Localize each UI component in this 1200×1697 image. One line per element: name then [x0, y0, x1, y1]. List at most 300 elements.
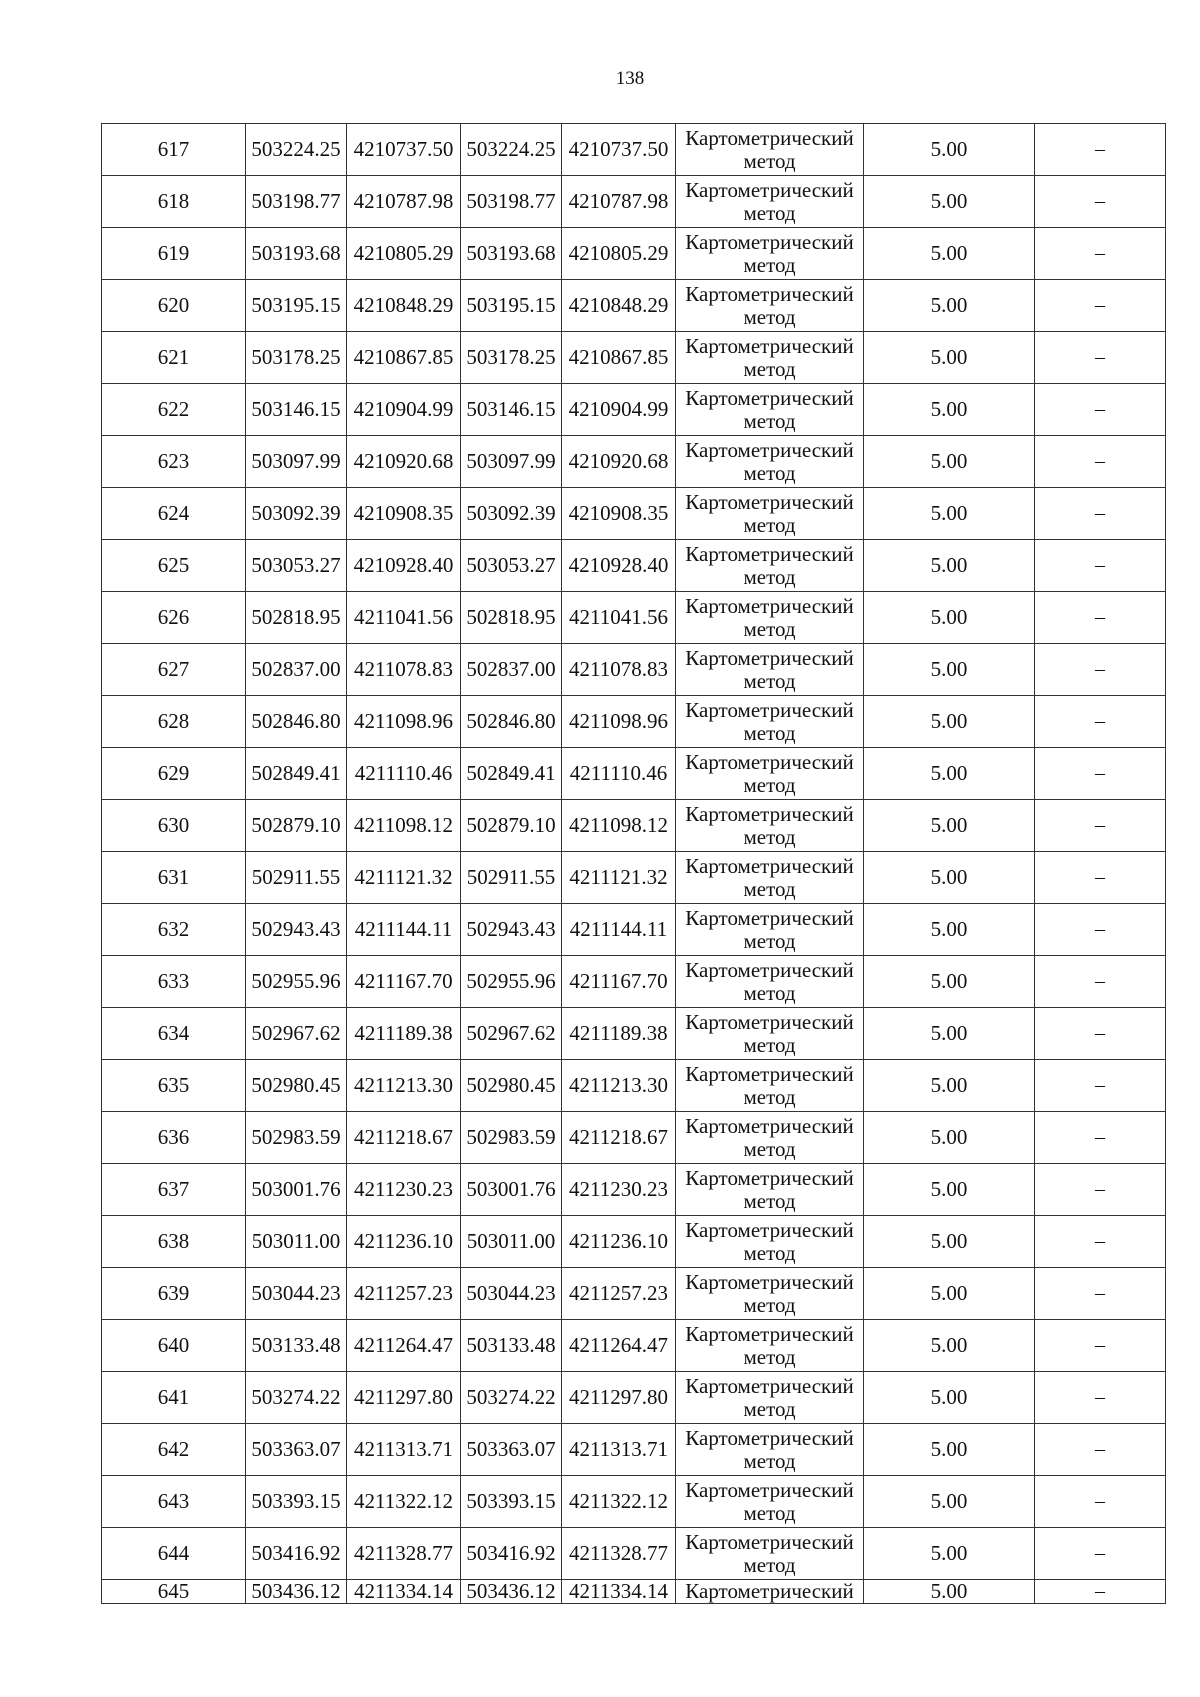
y-new-cell: 4211167.70: [562, 956, 676, 1008]
x-existing-cell: 502849.41: [246, 748, 347, 800]
y-new-cell: 4210805.29: [562, 228, 676, 280]
accuracy-cell: 5.00: [864, 1372, 1035, 1424]
y-existing-cell: 4210737.50: [347, 124, 461, 176]
y-existing-cell: 4211098.12: [347, 800, 461, 852]
y-existing-cell: 4211218.67: [347, 1112, 461, 1164]
accuracy-cell: 5.00: [864, 384, 1035, 436]
method-cell: [676, 332, 864, 384]
method-cell: [676, 956, 864, 1008]
point-number-cell: 617: [102, 124, 246, 176]
method-cell: [676, 696, 864, 748]
accuracy-cell: 5.00: [864, 488, 1035, 540]
method-line-1: Картометрический: [685, 229, 854, 254]
x-new-cell: 502837.00: [461, 644, 562, 696]
x-new-cell: 503092.39: [461, 488, 562, 540]
point-number-cell: 622: [102, 384, 246, 436]
x-new-cell: 503393.15: [461, 1476, 562, 1528]
x-new-cell: 503274.22: [461, 1372, 562, 1424]
method-line-2: метод: [743, 512, 796, 537]
method-line-2: метод: [743, 928, 796, 953]
y-existing-cell: 4211257.23: [347, 1268, 461, 1320]
y-existing-cell: 4210928.40: [347, 540, 461, 592]
note-cell: –: [1035, 1112, 1166, 1164]
method-line-2: метод: [743, 824, 796, 849]
y-existing-cell: 4210787.98: [347, 176, 461, 228]
accuracy-cell: 5.00: [864, 540, 1035, 592]
x-new-cell: 502846.80: [461, 696, 562, 748]
note-cell: –: [1035, 332, 1166, 384]
method-line-2: метод: [743, 1396, 796, 1421]
y-existing-cell: 4210848.29: [347, 280, 461, 332]
point-number-cell: 642: [102, 1424, 246, 1476]
point-number-cell: 634: [102, 1008, 246, 1060]
y-existing-cell: 4211167.70: [347, 956, 461, 1008]
method-cell: [676, 748, 864, 800]
y-existing-cell: 4210805.29: [347, 228, 461, 280]
method-line-1: Картометрический: [685, 1425, 854, 1450]
point-number-cell: 643: [102, 1476, 246, 1528]
accuracy-cell: 5.00: [864, 748, 1035, 800]
point-number-cell: 630: [102, 800, 246, 852]
table-row: [102, 592, 1166, 644]
table-row: [102, 1060, 1166, 1112]
method-line-1: Картометрический: [685, 1373, 854, 1398]
note-cell: –: [1035, 1320, 1166, 1372]
method-line-1: Картометрический: [685, 489, 854, 514]
table-row: [102, 228, 1166, 280]
y-existing-cell: 4211144.11: [347, 904, 461, 956]
x-existing-cell: 503133.48: [246, 1320, 347, 1372]
point-number-cell: 631: [102, 852, 246, 904]
page-number: 138: [615, 68, 645, 89]
method-line-1: Картометрический: [685, 281, 854, 306]
point-number-cell: 644: [102, 1528, 246, 1580]
x-new-cell: 502967.62: [461, 1008, 562, 1060]
y-existing-cell: 4211041.56: [347, 592, 461, 644]
method-line-1: Картометрический: [685, 801, 854, 826]
y-new-cell: 4211297.80: [562, 1372, 676, 1424]
table-row: [102, 904, 1166, 956]
method-line-2: метод: [743, 1136, 796, 1161]
table-row: [102, 488, 1166, 540]
table-row: [102, 956, 1166, 1008]
x-existing-cell: 502967.62: [246, 1008, 347, 1060]
y-existing-cell: 4210920.68: [347, 436, 461, 488]
method-line-1: Картометрический: [685, 1009, 854, 1034]
x-new-cell: 503097.99: [461, 436, 562, 488]
table-row: [102, 644, 1166, 696]
method-line-1: Картометрический: [685, 177, 854, 202]
method-cell: [676, 904, 864, 956]
y-new-cell: 4211144.11: [562, 904, 676, 956]
note-cell: –: [1035, 748, 1166, 800]
accuracy-cell: 5.00: [864, 1216, 1035, 1268]
y-existing-cell: 4211230.23: [347, 1164, 461, 1216]
accuracy-cell: 5.00: [864, 956, 1035, 1008]
method-cell: [676, 1164, 864, 1216]
point-number-cell: 624: [102, 488, 246, 540]
method-cell: [676, 644, 864, 696]
y-new-cell: 4211098.96: [562, 696, 676, 748]
method-cell: [676, 280, 864, 332]
accuracy-cell: 5.00: [864, 592, 1035, 644]
method-line-1: Картометрический: [685, 645, 854, 670]
accuracy-cell: 5.00: [864, 1580, 1035, 1604]
x-existing-cell: 503193.68: [246, 228, 347, 280]
method-line-1: Картометрический: [685, 957, 854, 982]
y-new-cell: 4211078.83: [562, 644, 676, 696]
point-number-cell: 645: [102, 1580, 246, 1604]
method-cell: [676, 800, 864, 852]
accuracy-cell: 5.00: [864, 1164, 1035, 1216]
x-existing-cell: 502837.00: [246, 644, 347, 696]
x-existing-cell: 502846.80: [246, 696, 347, 748]
table-row: [102, 1580, 1166, 1604]
table-row: [102, 436, 1166, 488]
x-existing-cell: 503097.99: [246, 436, 347, 488]
accuracy-cell: 5.00: [864, 1112, 1035, 1164]
note-cell: –: [1035, 1476, 1166, 1528]
note-cell: –: [1035, 696, 1166, 748]
y-existing-cell: 4210908.35: [347, 488, 461, 540]
x-new-cell: 503011.00: [461, 1216, 562, 1268]
accuracy-cell: 5.00: [864, 1268, 1035, 1320]
method-line-1: Картометрический: [685, 385, 854, 410]
x-existing-cell: 503001.76: [246, 1164, 347, 1216]
x-existing-cell: 502955.96: [246, 956, 347, 1008]
table-row: [102, 280, 1166, 332]
x-new-cell: 503224.25: [461, 124, 562, 176]
y-existing-cell: 4211236.10: [347, 1216, 461, 1268]
table-row: [102, 1528, 1166, 1580]
point-number-cell: 638: [102, 1216, 246, 1268]
method-line-2: метод: [743, 876, 796, 901]
table-row: [102, 852, 1166, 904]
accuracy-cell: 5.00: [864, 696, 1035, 748]
method-cell: [676, 1372, 864, 1424]
method-line-2: метод: [743, 460, 796, 485]
x-new-cell: 503146.15: [461, 384, 562, 436]
accuracy-cell: 5.00: [864, 176, 1035, 228]
x-existing-cell: 503224.25: [246, 124, 347, 176]
method-line-2: метод: [743, 980, 796, 1005]
method-line-2: метод: [743, 1448, 796, 1473]
accuracy-cell: 5.00: [864, 904, 1035, 956]
point-number-cell: 636: [102, 1112, 246, 1164]
x-existing-cell: 503195.15: [246, 280, 347, 332]
x-new-cell: 502983.59: [461, 1112, 562, 1164]
note-cell: –: [1035, 852, 1166, 904]
x-new-cell: 503053.27: [461, 540, 562, 592]
point-number-cell: 619: [102, 228, 246, 280]
accuracy-cell: 5.00: [864, 228, 1035, 280]
accuracy-cell: 5.00: [864, 800, 1035, 852]
method-line-1: Картометрический: [685, 125, 854, 150]
method-line-2: метод: [743, 356, 796, 381]
note-cell: –: [1035, 124, 1166, 176]
note-cell: –: [1035, 176, 1166, 228]
method-line-2: метод: [743, 1032, 796, 1057]
y-new-cell: 4211121.32: [562, 852, 676, 904]
note-cell: –: [1035, 1008, 1166, 1060]
point-number-cell: 626: [102, 592, 246, 644]
x-existing-cell: 502911.55: [246, 852, 347, 904]
note-cell: –: [1035, 1268, 1166, 1320]
note-cell: –: [1035, 1424, 1166, 1476]
x-new-cell: 502943.43: [461, 904, 562, 956]
point-number-cell: 635: [102, 1060, 246, 1112]
y-new-cell: 4211236.10: [562, 1216, 676, 1268]
method-line-1: Картометрический: [685, 1477, 854, 1502]
method-cell: [676, 1528, 864, 1580]
point-number-cell: 620: [102, 280, 246, 332]
method-line-2: метод: [743, 1240, 796, 1265]
y-new-cell: 4211110.46: [562, 748, 676, 800]
table-row: [102, 1008, 1166, 1060]
table-row: [102, 748, 1166, 800]
method-cell: [676, 488, 864, 540]
note-cell: –: [1035, 800, 1166, 852]
x-new-cell: 502879.10: [461, 800, 562, 852]
method-line-2: метод: [743, 1188, 796, 1213]
method-line-1: Картометрический: [685, 541, 854, 566]
method-cell: [676, 124, 864, 176]
y-new-cell: 4211098.12: [562, 800, 676, 852]
method-line-2: метод: [743, 772, 796, 797]
x-new-cell: 502849.41: [461, 748, 562, 800]
method-line-1: Картометрический: [685, 593, 854, 618]
accuracy-cell: 5.00: [864, 1528, 1035, 1580]
note-cell: –: [1035, 1216, 1166, 1268]
method-cell: [676, 1580, 864, 1604]
x-new-cell: 502955.96: [461, 956, 562, 1008]
point-number-cell: 627: [102, 644, 246, 696]
coordinates-table: [101, 123, 1166, 1604]
y-new-cell: 4211328.77: [562, 1528, 676, 1580]
method-cell: [676, 1008, 864, 1060]
x-new-cell: 502980.45: [461, 1060, 562, 1112]
y-new-cell: 4211264.47: [562, 1320, 676, 1372]
method-line-2: метод: [743, 564, 796, 589]
x-existing-cell: 503044.23: [246, 1268, 347, 1320]
method-line-2: метод: [743, 1344, 796, 1369]
note-cell: –: [1035, 956, 1166, 1008]
y-new-cell: 4211230.23: [562, 1164, 676, 1216]
point-number-cell: 639: [102, 1268, 246, 1320]
method-cell: [676, 436, 864, 488]
y-new-cell: 4210920.68: [562, 436, 676, 488]
y-existing-cell: 4211334.14: [347, 1580, 461, 1604]
note-cell: –: [1035, 1164, 1166, 1216]
y-existing-cell: 4211213.30: [347, 1060, 461, 1112]
method-cell: [676, 1060, 864, 1112]
method-cell: [676, 1424, 864, 1476]
note-cell: –: [1035, 1580, 1166, 1604]
note-cell: –: [1035, 1528, 1166, 1580]
point-number-cell: 629: [102, 748, 246, 800]
table-row: [102, 540, 1166, 592]
method-line-1: Картометрический: [685, 1579, 854, 1603]
note-cell: –: [1035, 488, 1166, 540]
method-cell: [676, 384, 864, 436]
y-new-cell: 4211213.30: [562, 1060, 676, 1112]
accuracy-cell: 5.00: [864, 436, 1035, 488]
x-new-cell: 503436.12: [461, 1580, 562, 1604]
table-row: [102, 1424, 1166, 1476]
method-line-2: метод: [743, 408, 796, 433]
x-existing-cell: 503274.22: [246, 1372, 347, 1424]
method-cell: [676, 852, 864, 904]
y-existing-cell: 4211322.12: [347, 1476, 461, 1528]
method-cell: [676, 1320, 864, 1372]
x-existing-cell: 503146.15: [246, 384, 347, 436]
method-line-2: метод: [743, 1084, 796, 1109]
y-new-cell: 4211334.14: [562, 1580, 676, 1604]
y-existing-cell: 4210904.99: [347, 384, 461, 436]
method-cell: [676, 1216, 864, 1268]
x-existing-cell: 502879.10: [246, 800, 347, 852]
method-line-2: метод: [743, 148, 796, 173]
x-new-cell: 503178.25: [461, 332, 562, 384]
accuracy-cell: 5.00: [864, 280, 1035, 332]
x-existing-cell: 502943.43: [246, 904, 347, 956]
method-line-1: Картометрический: [685, 1217, 854, 1242]
method-line-1: Картометрический: [685, 1061, 854, 1086]
point-number-cell: 633: [102, 956, 246, 1008]
table-row: [102, 1268, 1166, 1320]
table-row: [102, 1320, 1166, 1372]
y-new-cell: 4210928.40: [562, 540, 676, 592]
note-cell: –: [1035, 1060, 1166, 1112]
x-existing-cell: 502818.95: [246, 592, 347, 644]
y-new-cell: 4211322.12: [562, 1476, 676, 1528]
accuracy-cell: 5.00: [864, 1424, 1035, 1476]
note-cell: –: [1035, 592, 1166, 644]
table-row: [102, 124, 1166, 176]
y-new-cell: 4210904.99: [562, 384, 676, 436]
point-number-cell: 637: [102, 1164, 246, 1216]
x-new-cell: 503193.68: [461, 228, 562, 280]
method-line-1: Картометрический: [685, 1165, 854, 1190]
x-new-cell: 503044.23: [461, 1268, 562, 1320]
x-new-cell: 503133.48: [461, 1320, 562, 1372]
y-existing-cell: 4211313.71: [347, 1424, 461, 1476]
y-new-cell: 4210848.29: [562, 280, 676, 332]
y-existing-cell: 4211078.83: [347, 644, 461, 696]
point-number-cell: 628: [102, 696, 246, 748]
method-cell: [676, 228, 864, 280]
method-cell: [676, 1476, 864, 1528]
y-new-cell: 4210908.35: [562, 488, 676, 540]
table-row: [102, 176, 1166, 228]
method-line-1: Картометрический: [685, 1321, 854, 1346]
y-new-cell: 4210737.50: [562, 124, 676, 176]
accuracy-cell: 5.00: [864, 332, 1035, 384]
y-existing-cell: 4211110.46: [347, 748, 461, 800]
y-existing-cell: 4211189.38: [347, 1008, 461, 1060]
accuracy-cell: 5.00: [864, 852, 1035, 904]
point-number-cell: 618: [102, 176, 246, 228]
x-existing-cell: 502980.45: [246, 1060, 347, 1112]
x-existing-cell: 503011.00: [246, 1216, 347, 1268]
y-existing-cell: 4211098.96: [347, 696, 461, 748]
table-row: [102, 1164, 1166, 1216]
note-cell: –: [1035, 436, 1166, 488]
method-cell: [676, 540, 864, 592]
note-cell: –: [1035, 540, 1166, 592]
table-row: [102, 696, 1166, 748]
x-existing-cell: 503178.25: [246, 332, 347, 384]
table-row: [102, 1476, 1166, 1528]
note-cell: –: [1035, 384, 1166, 436]
table-row: [102, 1216, 1166, 1268]
method-line-2: метод: [743, 1292, 796, 1317]
x-existing-cell: 503053.27: [246, 540, 347, 592]
accuracy-cell: 5.00: [864, 644, 1035, 696]
x-existing-cell: 503416.92: [246, 1528, 347, 1580]
method-cell: [676, 1112, 864, 1164]
point-number-cell: 625: [102, 540, 246, 592]
table-row: [102, 384, 1166, 436]
y-new-cell: 4211218.67: [562, 1112, 676, 1164]
point-number-cell: 640: [102, 1320, 246, 1372]
method-line-1: Картометрический: [685, 1269, 854, 1294]
method-line-2: метод: [743, 304, 796, 329]
note-cell: –: [1035, 228, 1166, 280]
x-new-cell: 503363.07: [461, 1424, 562, 1476]
method-line-1: Картометрический: [685, 697, 854, 722]
method-line-1: Картометрический: [685, 905, 854, 930]
accuracy-cell: 5.00: [864, 1476, 1035, 1528]
table-row: [102, 800, 1166, 852]
x-new-cell: 502911.55: [461, 852, 562, 904]
point-number-cell: 621: [102, 332, 246, 384]
method-cell: [676, 592, 864, 644]
x-existing-cell: 503198.77: [246, 176, 347, 228]
accuracy-cell: 5.00: [864, 1008, 1035, 1060]
y-new-cell: 4211189.38: [562, 1008, 676, 1060]
x-new-cell: 503198.77: [461, 176, 562, 228]
y-existing-cell: 4211264.47: [347, 1320, 461, 1372]
y-new-cell: 4211313.71: [562, 1424, 676, 1476]
x-existing-cell: 502983.59: [246, 1112, 347, 1164]
y-existing-cell: 4210867.85: [347, 332, 461, 384]
y-new-cell: 4210787.98: [562, 176, 676, 228]
method-line-2: метод: [743, 1552, 796, 1577]
table-row: [102, 332, 1166, 384]
point-number-cell: 623: [102, 436, 246, 488]
point-number-cell: 641: [102, 1372, 246, 1424]
table-row: [102, 1372, 1166, 1424]
x-new-cell: 502818.95: [461, 592, 562, 644]
method-line-2: метод: [743, 200, 796, 225]
method-line-2: метод: [743, 1500, 796, 1525]
y-new-cell: 4211041.56: [562, 592, 676, 644]
x-existing-cell: 503363.07: [246, 1424, 347, 1476]
method-line-1: Картометрический: [685, 1113, 854, 1138]
note-cell: –: [1035, 904, 1166, 956]
y-existing-cell: 4211121.32: [347, 852, 461, 904]
method-line-2: метод: [743, 252, 796, 277]
method-cell: [676, 176, 864, 228]
method-line-1: Картометрический: [685, 1529, 854, 1554]
x-new-cell: 503416.92: [461, 1528, 562, 1580]
accuracy-cell: 5.00: [864, 124, 1035, 176]
point-number-cell: 632: [102, 904, 246, 956]
y-new-cell: 4210867.85: [562, 332, 676, 384]
x-new-cell: 503001.76: [461, 1164, 562, 1216]
table-body: [102, 124, 1166, 1604]
